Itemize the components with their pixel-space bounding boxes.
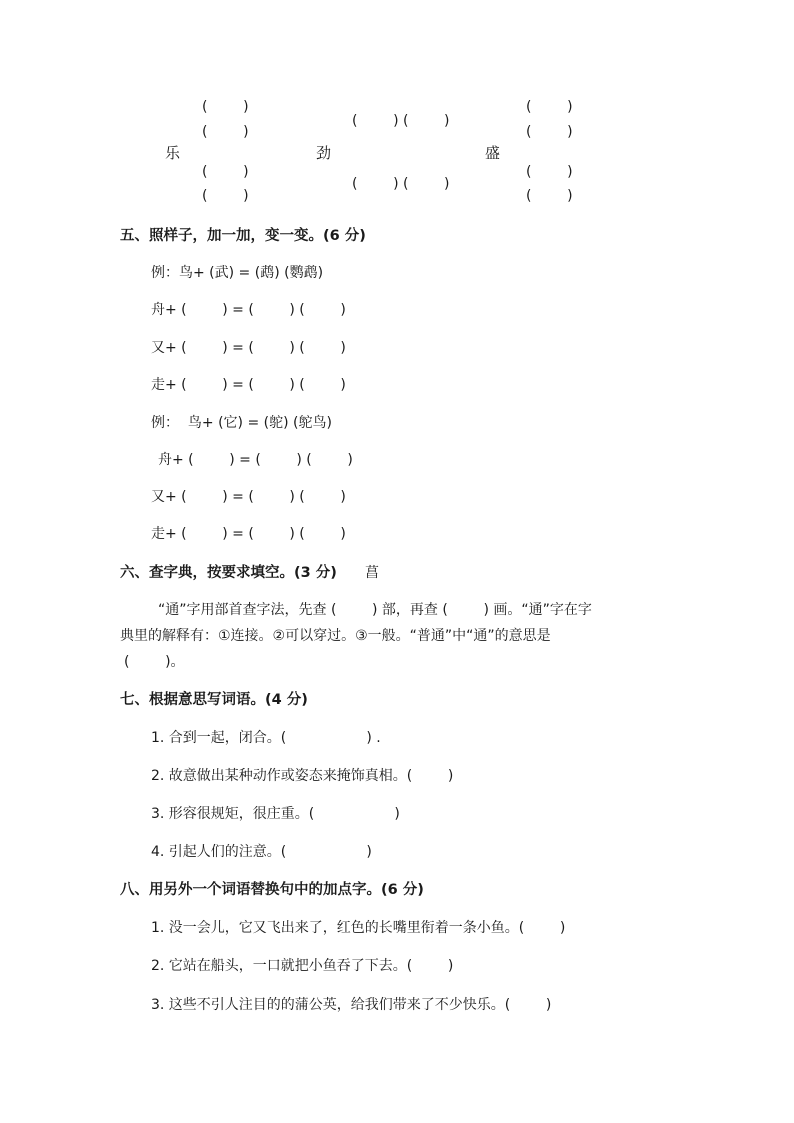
fill-row: 又+ ( ) = ( ) ( )	[151, 489, 346, 505]
example-line: 例：鸟+ (武) = (鹉) (鹦鹉)	[151, 265, 324, 281]
paragraph-line: 典里的解释有：①连接。②可以穿过。③一般。“普通”中“通”的意思是	[120, 628, 551, 644]
paren-slot: ( )	[202, 124, 249, 140]
fill-row: 走+ ( ) = ( ) ( )	[151, 526, 346, 542]
paren-slot: ( )	[526, 99, 573, 115]
fill-row: 舟+ ( ) = ( ) ( )	[151, 302, 346, 318]
paren-slot: ( )	[202, 188, 249, 204]
stray-char: 菖	[365, 565, 379, 581]
fill-row: 又+ ( ) = ( ) ( )	[151, 340, 346, 356]
list-item: 3. 形容很规矩，很庄重。( )	[151, 806, 400, 822]
list-item: 4. 引起人们的注意。( )	[151, 844, 372, 860]
fill-row: 舟+ ( ) = ( ) ( )	[158, 452, 353, 468]
section-7-heading: 七、根据意思写词语。(4 分)	[120, 692, 308, 708]
polyphone-char-jin: 劲	[316, 144, 332, 162]
paren-slot: ( )	[526, 124, 573, 140]
paren-pair: ( ) ( )	[352, 176, 450, 192]
paragraph-line: “通”字用部首查字法，先查 ( ) 部，再查 ( ) 画。“通”字在字	[158, 602, 592, 618]
list-item: 2. 故意做出某种动作或姿态来掩饰真相。( )	[151, 768, 454, 784]
list-item: 1. 没一会儿，它又飞出来了，红色的长嘴里衔着一条小鱼。( )	[151, 920, 566, 936]
list-item: 3. 这些不引人注目的的蒲公英，给我们带来了不少快乐。( )	[151, 997, 552, 1013]
section-6-heading: 六、查字典，按要求填空。(3 分)	[120, 565, 337, 581]
section-8-heading: 八、用另外一个词语替换句中的加点字。(6 分)	[120, 882, 424, 898]
paren-slot: ( )	[526, 164, 573, 180]
list-item: 1. 合到一起，闭合。( ) .	[151, 730, 381, 746]
paragraph-line: ( )。	[124, 654, 185, 670]
section-5-heading: 五、照样子，加一加，变一变。(6 分)	[120, 228, 366, 244]
example-line: 例： 鸟+ (它) = (鸵) (鸵鸟)	[151, 415, 332, 431]
paren-slot: ( )	[202, 99, 249, 115]
paren-slot: ( )	[526, 188, 573, 204]
fill-row: 走+ ( ) = ( ) ( )	[151, 377, 346, 393]
list-item: 2. 它站在船头，一口就把小鱼吞了下去。( )	[151, 958, 454, 974]
paren-pair: ( ) ( )	[352, 113, 450, 129]
paren-slot: ( )	[202, 164, 249, 180]
polyphone-char-sheng: 盛	[485, 144, 501, 162]
polyphone-char-le: 乐	[165, 144, 181, 162]
